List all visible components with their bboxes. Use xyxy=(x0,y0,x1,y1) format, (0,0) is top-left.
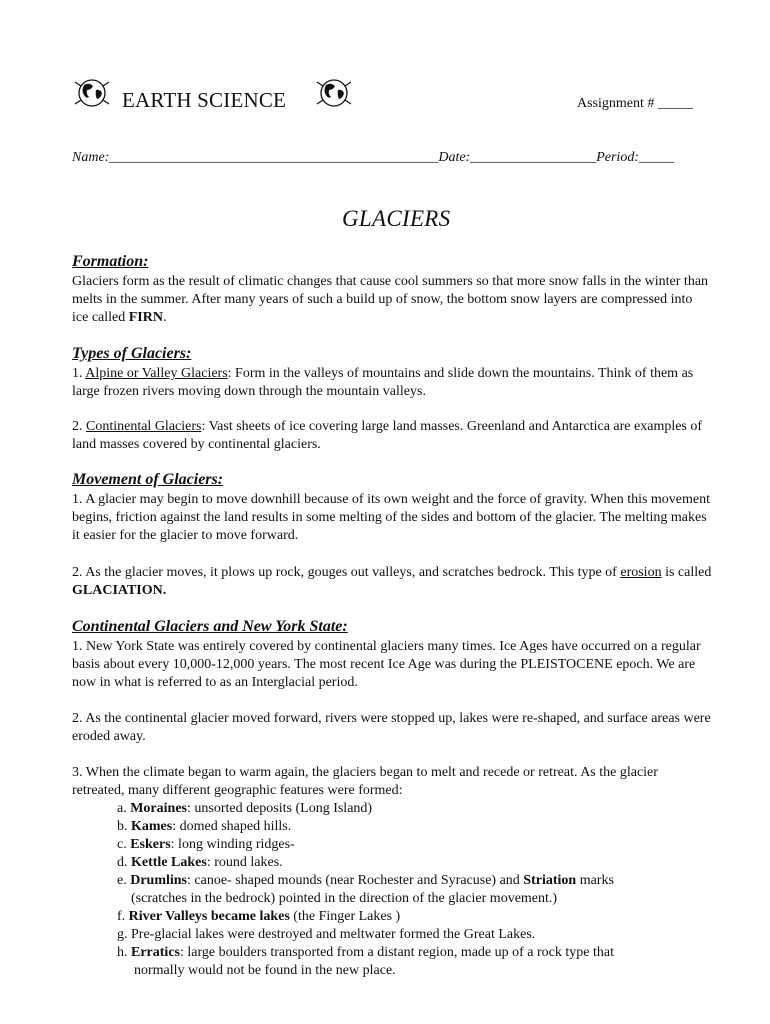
name-date-period-line xyxy=(72,150,674,166)
eskers-term: Eskers xyxy=(130,837,171,852)
item-text: : large boulders transported from a distant region, made up of a rock type that xyxy=(179,945,614,960)
ny-paragraph-1: 1. New York State was entirely covered by continental glaciers many times. Ice Ages have occurred on a regular basis about every 10,000-12,000 years. The most recent Ice Age was during the PLEISTOCENE epoch. We are now in what is referred to as an Interglacial period. xyxy=(72,639,701,690)
item-letter: f. xyxy=(117,909,129,924)
erosion-term: erosion xyxy=(620,565,662,580)
list-item xyxy=(117,854,283,872)
types-heading: Types of Glaciers: xyxy=(72,345,192,362)
item-text: : unsorted deposits (Long Island) xyxy=(186,801,373,816)
item-letter: c. xyxy=(117,837,131,852)
types-item-1 xyxy=(72,365,712,401)
movement-text: is called xyxy=(661,565,712,580)
item-text: : domed shaped hills. xyxy=(172,819,292,834)
item-letter: e. xyxy=(117,873,131,888)
item-text: : long winding ridges- xyxy=(170,837,295,852)
item-text: (the Finger Lakes ) xyxy=(289,909,401,924)
types-item-2 xyxy=(72,418,712,454)
item-number: 1. xyxy=(72,366,86,381)
ny-paragraph-2: 2. As the continental glacier moved forward, rivers were stopped up, lakes were re-shaped, and surface areas were eroded away. xyxy=(72,711,711,744)
list-item-continuation: (scratches in the bedrock) pointed in the direction of the glacier movement.) xyxy=(131,891,558,906)
item-letter: b. xyxy=(117,819,131,834)
movement-heading: Movement of Glaciers: xyxy=(72,471,224,488)
item-text: : Form in the valleys of mountains and slide down the mountains. Think of them as large frozen rivers moving down through the mountain valleys. xyxy=(72,366,694,399)
globe-icon xyxy=(314,76,354,110)
drumlins-term: Drumlins xyxy=(130,873,188,888)
item-text: marks xyxy=(576,873,614,888)
list-item-continuation: normally would not be found in the new place. xyxy=(134,963,396,978)
list-item xyxy=(117,944,614,962)
item-letter: d. xyxy=(117,855,131,870)
globe-icon xyxy=(72,76,112,110)
ny-paragraph-3: 3. When the climate began to warm again, the glaciers began to melt and recede or retreat. As the glacier retreated, many different geographic features were formed: xyxy=(72,765,658,798)
alpine-glaciers-term: Alpine or Valley Glaciers xyxy=(85,366,228,381)
formation-text: Glaciers form as the result of climatic changes that cause cool summers so that more snow falls in the winter than melts in the summer. After many years of such a build up of snow, the bottom snow layers are compressed into ice called xyxy=(72,274,709,325)
moraines-term: Moraines xyxy=(130,801,187,816)
list-item xyxy=(117,836,295,854)
formation-end: . xyxy=(162,310,167,325)
list-item xyxy=(117,800,372,818)
striation-term: Striation xyxy=(523,873,577,888)
header-title: EARTH SCIENCE xyxy=(122,88,287,112)
formation-heading: Formation: xyxy=(72,253,149,270)
formation-paragraph xyxy=(72,273,712,327)
erratics-term: Erratics xyxy=(131,945,180,960)
kames-term: Kames xyxy=(131,819,173,834)
movement-text: 2. As the glacier moves, it plows up rock, gouges out valleys, and scratches bedrock. This type of xyxy=(72,565,621,580)
list-item xyxy=(117,908,400,926)
period-field[interactable]: _____ xyxy=(638,150,674,165)
continental-glaciers-term: Continental Glaciers xyxy=(86,419,202,434)
item-text: : Vast sheets of ice covering large land masses. Greenland and Antarctica are examples of land masses covered by continental glaciers. xyxy=(72,419,703,452)
movement-paragraph-1: 1. A glacier may begin to move downhill because of its own weight and the force of gravity. When this movement begins, friction against the land results in some melting of the sides and bottom of the glacier. The melting makes it easier for the glacier to move forward. xyxy=(72,492,711,543)
item-letter: a. xyxy=(117,801,131,816)
document-title: GLACIERS xyxy=(342,206,451,231)
name-label: Name: xyxy=(72,150,110,165)
glaciation-term: GLACIATION. xyxy=(72,583,167,598)
item-text: : round lakes. xyxy=(206,855,283,870)
item-text: : canoe- shaped mounds (near Rochester and Syracuse) and xyxy=(187,873,524,888)
river-valleys-term: River Valleys became lakes xyxy=(128,909,290,924)
list-item: g. Pre-glacial lakes were destroyed and meltwater formed the Great Lakes. xyxy=(117,927,536,942)
kettle-lakes-term: Kettle Lakes xyxy=(131,855,207,870)
ny-heading: Continental Glaciers and New York State: xyxy=(72,618,348,635)
movement-paragraph-2 xyxy=(72,564,712,600)
list-item xyxy=(117,818,291,836)
date-label: Date: xyxy=(438,150,471,165)
name-field[interactable]: _______________________________________________ xyxy=(109,150,439,165)
assignment-number: Assignment # _____ xyxy=(577,96,693,111)
item-number: 2. xyxy=(72,419,86,434)
firn-term: FIRN xyxy=(128,310,163,325)
list-item xyxy=(117,872,614,890)
period-label: Period: xyxy=(596,150,639,165)
item-letter: h. xyxy=(117,945,131,960)
date-field[interactable]: __________________ xyxy=(470,150,597,165)
